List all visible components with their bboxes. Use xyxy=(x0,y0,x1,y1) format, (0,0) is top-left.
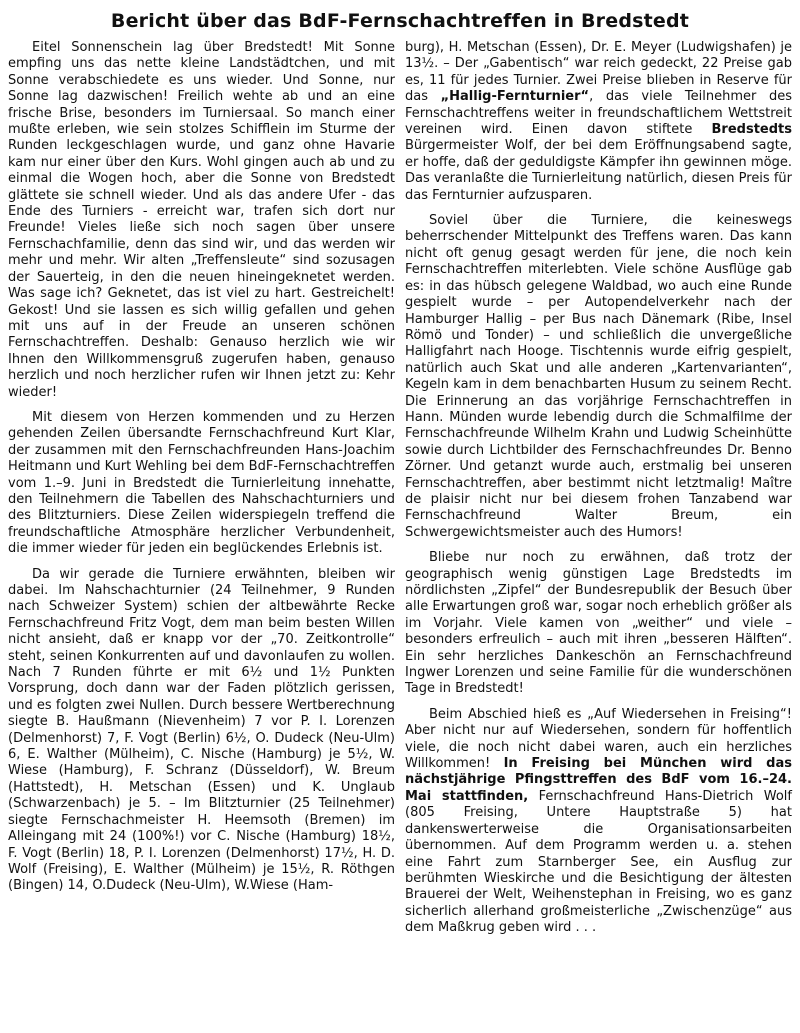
paragraph-turniere: Da wir gerade die Turniere erwähnten, bleiben wir dabei. Im Nahschachturnier (24 Teilnehmer, 9 Runden nach Schweizer System) schien der altbewährte Recke Fernschachfreund Fritz Vogt, dem man beim besten Willen nicht ansieht, daß er knapp vor der „70. Zeitkontrolle“ steht, seinen Konkurrenten auf und davonlaufen zu wollen. Nach 7 Runden führte er mit 6½ und 1½ Punkten Vorsprung, doch dann war der Faden plötzlich gerissen, und es folgten zwei Nullen. Durch bessere Wertberechnung siegte B. Haußmann (Nievenheim) 7 vor P. I. Lorenzen (Delmenhorst) 7, F. Vogt (Berlin) 6½, O. Dudeck (Neu-Ulm) 6, E. Walther (Mülheim), C. Nische (Hamburg) je 5½, W. Wiese (Hamburg), F. Schranz (Düsseldorf), W. Breum (Hattstedt), H. Metschan (Essen) und K. Unglaub (Schwarzenbach) je 5. – Im Blitzturnier (25 Teilnehmer) siegte Fernschachmeister H. Heemsoth (Bremen) im Alleingang mit 24 (100%!) vor C. Nische (Hamburg) 18½, F. Vogt (Berlin) 18, P. I. Lorenzen (Delmenhorst) 17½, H. D. Wolf (Freising), E. Walther (Mülheim) je 15½, R. Röthgen (Bingen) 14, O.Dudeck (Neu-Ulm), W.Wiese (Ham- xyxy=(8,566,395,894)
bold-hallig-fernturnier: „Hallig-Fernturnier“ xyxy=(440,89,590,105)
paragraph-ausfluege: Soviel über die Turniere, die keineswegs beherrschender Mittelpunkt des Treffens waren. Das kann nicht oft genug gesagt werden für jene, die noch kein Fernschachtreffen miterlebten. Viele schöne Ausflüge gab es: in das hübsch gelegene Waldbad, wo auch eine Runde gespielt wurde – per Autopendelverkehr nach der Hamburger Hallig – per Bus nach Dänemark (Ribe, Insel Römö und Tonder) – und schließlich die unvergeßliche Halligfahrt nach Hooge. Tischtennis wurde eifrig gespielt, natürlich auch Skat und alle anderen „Kartenvarianten“, Kegeln kam in dem benachbarten Husum zu seinem Recht. Die Erinnerung an das vorjährige Fernschachtreffen in Hann. Münden wurde lebendig durch die Schmalfilme der Fernschachfreunde Wilhelm Krahn und Ludwig Scheinhütte sowie durch Lichtbilder des Fernschachfreundes Dr. Benno Zörner. Und getanzt wurde auch, erstmalig bei unseren Fernschachtreffen, aber bestimmt nicht letztmalig! Maître de plaisir nicht nur bei diesem frohen Tanzabend war Fernschachfreund Walter Breum, ein Schwergewichtsmeister auch des Humors! xyxy=(405,213,792,540)
paragraph-freising xyxy=(405,707,792,937)
bold-bredstedts: Bredstedts xyxy=(711,122,792,138)
text-segment: Fernschachfreund Hans-Dietrich Wolf (805 Freising, Untere Hauptstraße 5) hat dankenswerterweise die Organisationsarbeiten übernommen. Auf dem Programm werden u. a. stehen eine Fahrt zum Starnberger See, ein Ausflug zur berühmten Wieskirche und die Besichtigung der ältesten Brauerei der Welt, Weihenstephan in Freising, wo es ganz sicherlich allerhand großmeisterliche „Zwischenzüge“ aus dem Maßkrug geben wird . . . xyxy=(405,788,792,936)
bold-pfingsttreffen: In Freising bei München wird das nächstjährige Pfingsttreffen des BdF vom 16.–24. Mai stattfinden, xyxy=(405,756,793,804)
text-segment: burg), H. Metschan (Essen), Dr. E. Meyer (Ludwigshafen) je 13½. – Der „Gabentisch“ war reich gedeckt, 22 Preise gab es, 11 für jedes Turnier. Zwei Preise blieben in Reserve für das xyxy=(405,40,792,105)
left-column xyxy=(8,40,395,946)
paragraph-gabentisch xyxy=(405,40,792,204)
paragraph-intro: Eitel Sonnenschein lag über Bredstedt! Mit Sonne empfing uns das nette kleine Landstädtchen, und mit Sonne verabschiedete es uns wieder. Und Sonne, nur Sonne lag dazwischen! Freilich wehte ab und an eine frische Brise, besonders im Turniersaal. So manch einer mußte erleben, wie sein stolzes Schifflein im Sturme der Runden leckgeschlagen wurde, und ganz ohne Havarie kam nur einer über den Kurs. Wohl gingen auch ab und zu einmal die Wogen hoch, aber die Sonne von Bredstedt glättete sie schnell wieder. Und als das andere Ufer - das Ende des Turniers - erreicht war, trafen sich dort nur Freunde! Vieles ließe sich noch sagen über unsere Fernschachfamilie, denn das sind wir, und das werden wir mehr und mehr. Wir alten „Treffensleute“ sind sozusagen der Sauerteig, in den die neuen hineingeknetet werden. Was sage ich? Geknetet, das ist viel zu hart. Gestreichelt! Gekost! Und sie lassen es sich willig gefallen und gehen mit uns auf in der Freude an unseren schönen Fernschachtreffen. Deshalb: Genauso herzlich wie wir Ihnen den Willkommensgruß zugerufen haben, genauso herzlich und noch herzlicher rufen wir Ihnen jetzt zu: Kehr wieder! xyxy=(8,40,395,400)
text-segment: Bürgermeister Wolf, der bei dem Eröffnungsabend sagte, er hoffe, daß der geduldigste Kämpfer ihn gewinnen möge. Das veranlaßte die Turnierleitung natürlich, diesen Preis für das Fernturnier aufzusparen. xyxy=(405,138,792,203)
article-title: Bericht über das BdF-Fernschachtreffen in Bredstedt xyxy=(110,10,690,32)
paragraph-turnierleitung: Mit diesem von Herzen kommenden und zu Herzen gehenden Zeilen übersandte Fernschachfreund Kurt Klar, der zusammen mit den Fernschachfreunden Hans-Joachim Heitmann und Kurt Wehling bei dem BdF-Fernschachtreffen vom 1.–9. Juni in Bredstedt die Turnierleitung innehatte, den Teilnehmern die Tabellen des Nahschachturniers und des Blitzturniers. Diese Zeilen widerspiegeln treffend die freundschaftliche Atmosphäre herzlicher Verbundenheit, die immer wieder für jeden ein beglückendes Erlebnis ist. xyxy=(8,409,395,557)
paragraph-besuch: Bliebe nur noch zu erwähnen, daß trotz der geographisch wenig günstigen Lage Bredstedts im nördlichsten „Zipfel“ der Bundesrepublik der Besuch über alle Erwartungen groß war, sogar noch erheblich größer als im Vorjahr. Viele kamen von „weither“ und viele – besonders erfreulich – auch mit ihren „besseren Hälften“. Ein sehr herzliches Dankeschön an Fernschachfreund Ingwer Lorenzen und seine Familie für die wunderschönen Tage in Bredstedt! xyxy=(405,550,792,697)
text-segment: , das viele Teilnehmer des Fernschachtreffens weiter in freundschaftlichem Wettstreit vereinen wird. Einen davon stiftete xyxy=(405,89,792,138)
article-columns xyxy=(8,40,792,946)
text-segment: Beim Abschied hieß es „Auf Wiedersehen in Freising“! Aber nicht nur auf Wiedersehen, sondern für hoffentlich viele, die noch nicht dabei waren, auch ein herzliches Willkommen! xyxy=(405,706,792,772)
right-column xyxy=(405,40,792,946)
